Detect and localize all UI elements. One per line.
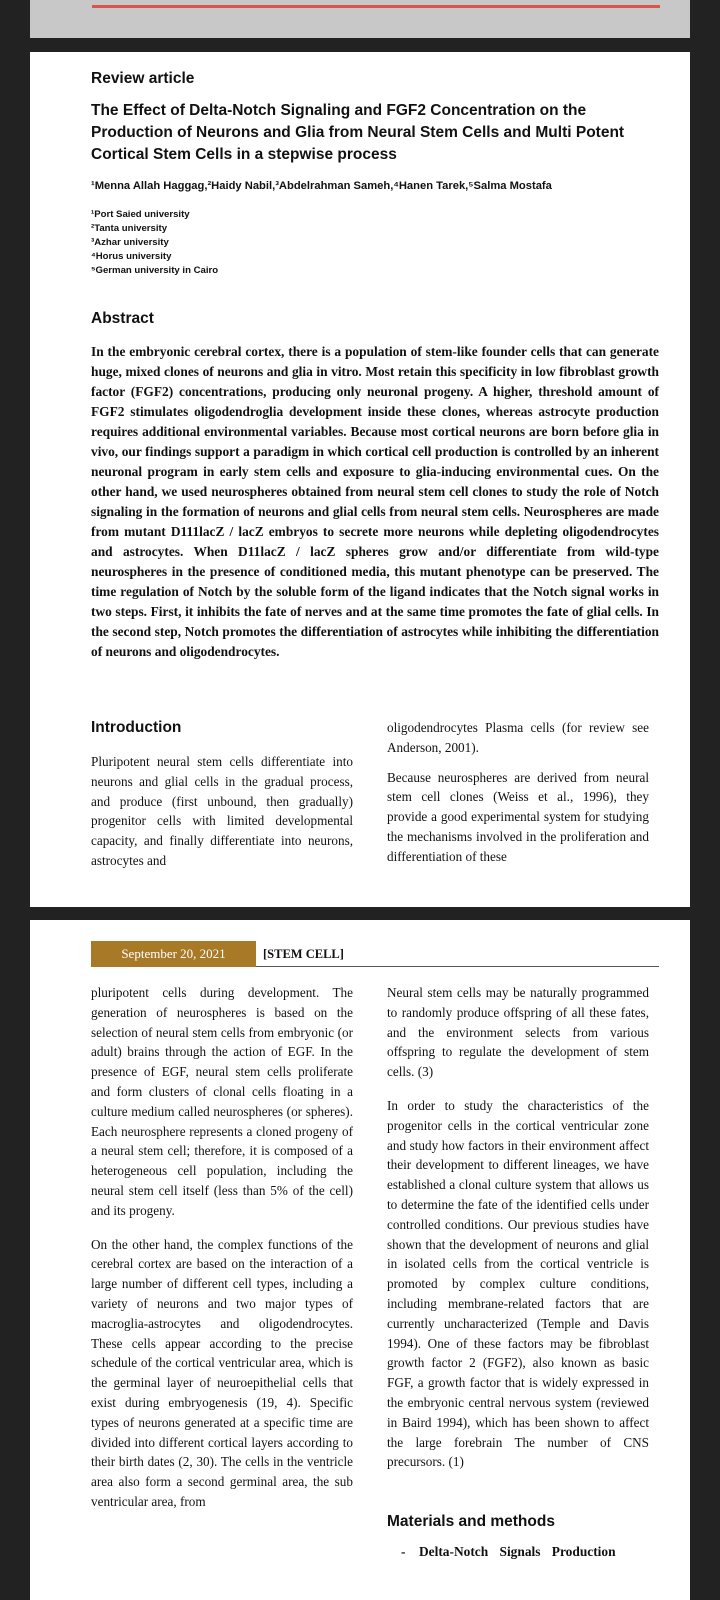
affiliation-item: ¹Port Saied university xyxy=(91,209,190,220)
author-list: ¹Menna Allah Haggag,²Haidy Nabil,³Abdelrahman Sameh,⁴Hanen Tarek,⁵Salma Mostafa xyxy=(91,180,552,192)
left-column xyxy=(91,983,353,1512)
paragraph: On the other hand, the complex functions of the cerebral cortex are based on the interaction of a large number of different cell types, including a variety of neurons and two major types of macroglia-astrocytes and oligodendrocytes. These cells appear according to the precise schedule of the cortical ventricular area, which is the germinal layer of neuroepithelial cells that exist during embryogenesis (19, 4). Specific types of neurons generated at a specific time are divided into different cortical layers according to their birth dates (2, 30). The cells in the ventricle area also form a second germinal area, the sub ventricular area, from xyxy=(91,1236,353,1509)
previous-page-strip xyxy=(30,0,690,38)
affiliation-item: ³Azhar university xyxy=(91,237,169,248)
right-column xyxy=(387,983,649,1472)
article-title: The Effect of Delta-Notch Signaling and FGF2 Concentration on the Production of Neurons and Glia from Neural Stem Cells and Multi Potent Cortical Stem Cells in a stepwise process xyxy=(91,102,625,163)
affiliation-item: ⁵German university in Cairo xyxy=(91,265,219,276)
paragraph: Neural stem cells may be naturally programmed to randomly produce offspring of all these fates, and the environment selects from various offspring to regulate the development of stem cells. (3) xyxy=(387,985,649,1080)
abstract-heading: Abstract xyxy=(91,310,154,327)
bullet-marker: - xyxy=(401,1544,406,1559)
page-divider-line xyxy=(92,5,660,8)
affiliation-list xyxy=(91,208,218,278)
paragraph: In order to study the characteristics of the progenitor cells in the cortical ventricular zone and study how factors in their environment affect their development to different lineages, we have established a clonal culture system that allows us to determine the fate of the identified cells under controlled conditions. Our previous studies have shown that the development of neurons and glial in isolated cells from the cortical ventricle is promoted by complex culture conditions, including membrane-related factors that are currently uncharacterized (Temple and Davis 1994). One of these factors may be fibroblast growth factor 2 (FGF2), also known as basic FGF, a growth factor that is widely expressed in the embryonic central nervous system (reviewed in Baird 1994), which has been shown to affect the large forebrain The number of CNS precursors. (1) xyxy=(387,1097,649,1470)
introduction-left-column: Pluripotent neural stem cells differentiate into neurons and glial cells in the gradual process, and produce (first unbound, then gradually) progenitor cells with limited developmental capacity, and finally differentiate into neurons, astrocytes and xyxy=(91,754,353,868)
header-section: [STEM CELL] xyxy=(263,947,344,961)
methods-heading: Materials and methods xyxy=(387,1513,555,1530)
abstract-text: In the embryonic cerebral cortex, there is a population of stem-like founder cells that can generate huge, mixed clones of neurons and glia in vitro. Most retain this specificity in low fibroblast growth factor (FGF2) concentrations, producing only neuronal progeny. A higher, threshold amount of FGF2 stimulates oligodendroglia development inside these clones, whereas astrocyte production requires additional environmental variables. Because most cortical neurons are born before glia in vivo, our findings support a paradigm in which cortical cell production is controlled by an inherent neuronal program in early stem cells and exposure to glia-inducing environmental cues. On the other hand, we used neurospheres obtained from neural stem cell clones to study the role of Notch signaling in the formation of neurons and glial cells from neural stem cells. Neurospheres are made from mutant D111lacZ / lacZ embryos to secrete more neurons while depleting oligodendrocytes and astrocytes. When D11lacZ / lacZ spheres grow and/or differentiate from wild-type neurospheres in the presence of conditioned media, this mutant phenotype can be preserved. The time regulation of Notch by the soluble form of the ligand indicates that the Notch signal works in two steps. First, it inhibits the fate of nerves and at the same time promotes the fate of glial cells. In the second step, Notch promotes the differentiation of astrocytes while inhibiting the differentiation of neurons and oligodendrocytes. xyxy=(91,344,659,659)
page-1 xyxy=(30,52,690,907)
paragraph: oligodendrocytes Plasma cells (for review see Anderson, 2001). xyxy=(387,720,649,755)
affiliation-item: ⁴Horus university xyxy=(91,251,172,262)
running-header xyxy=(91,941,659,967)
methods-item-text: Delta-Notch Signals Production xyxy=(419,1544,616,1559)
page-2 xyxy=(30,920,690,1600)
paragraph: Because neurospheres are derived from neural stem cell clones (Weiss et al., 1996), they provide a good experimental system for studying the mechanisms involved in the proliferation and differentiation of these xyxy=(387,769,649,864)
introduction-right-column xyxy=(387,718,649,867)
header-date: September 20, 2021 xyxy=(91,941,256,967)
paragraph: pluripotent cells during development. The generation of neurospheres is based on the selection of neural stem cells from embryonic (or adult) brains through the action of EGF. In the presence of EGF, neural stem cells proliferate and form clusters of clonal cells floating in a culture medium called neurospheres (or spheres). Each neurosphere represents a cloned progeny of a neural stem cell; therefore, it is composed of a heterogeneous cell population, including the neural stem cell itself (less than 5% of the cell) and its progeny. xyxy=(91,985,353,1218)
article-type: Review article xyxy=(91,70,195,87)
introduction-heading: Introduction xyxy=(91,719,182,736)
methods-list-item xyxy=(401,1544,649,1560)
header-rule xyxy=(256,966,659,967)
affiliation-item: ²Tanta university xyxy=(91,223,168,234)
